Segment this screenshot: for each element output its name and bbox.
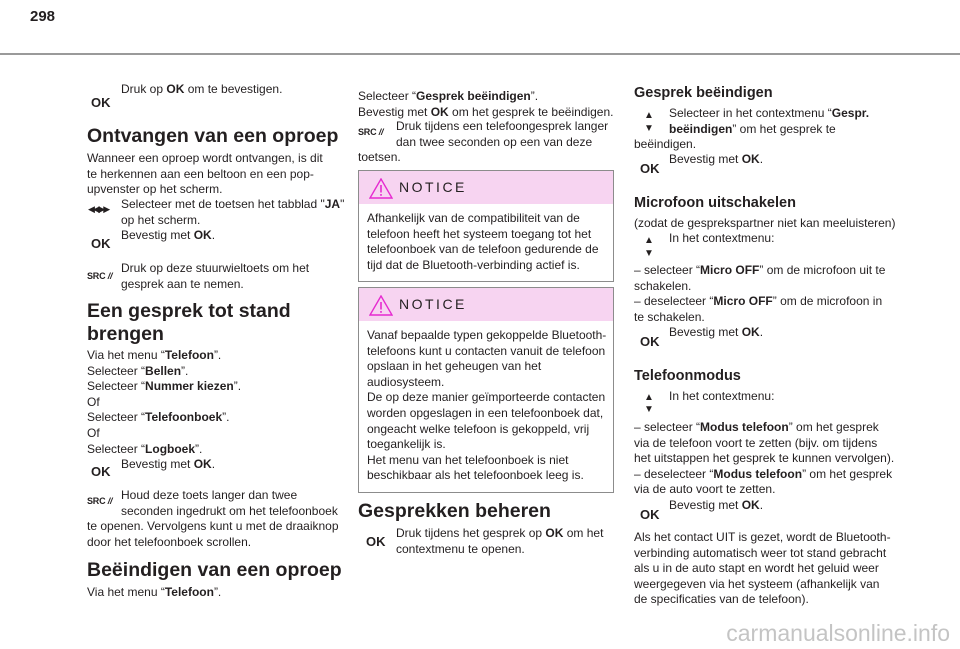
text-run: via de telefoon voort te zetten (bijv. om tijdens bbox=[634, 435, 878, 450]
text-run: Selecteer “ bbox=[358, 89, 417, 103]
call-steps bbox=[87, 348, 241, 457]
heading-receive-call: Ontvangen van een oproep bbox=[87, 125, 339, 147]
notice-title: NOTICE bbox=[399, 179, 467, 195]
bold-run: OK bbox=[741, 325, 760, 339]
text-run: seconden ingedrukt om het telefoonboek bbox=[121, 503, 338, 518]
text-run: . bbox=[759, 325, 764, 339]
text-run: Bevestig met bbox=[121, 228, 194, 243]
text-line bbox=[87, 410, 241, 426]
end-src-cont bbox=[358, 150, 401, 166]
text-run: Bevestig met bbox=[669, 325, 742, 339]
text-run: . bbox=[759, 498, 764, 512]
bold-run: OK bbox=[166, 82, 185, 96]
notice-box bbox=[358, 287, 614, 493]
receive-intro bbox=[87, 151, 323, 198]
end-select-cont bbox=[634, 137, 696, 153]
text-line bbox=[367, 437, 605, 453]
text-run: ” om het gesprek bbox=[788, 420, 879, 434]
text-run: Als het contact UIT is gezet, wordt de Bluetooth- bbox=[634, 530, 891, 544]
bold-run: Modus telefoon bbox=[713, 466, 803, 481]
src-phone-button-icon: SRC // bbox=[87, 271, 113, 281]
text-run: ”. bbox=[233, 379, 242, 394]
text-line bbox=[367, 258, 605, 274]
text-run: Bevestig met bbox=[358, 104, 431, 119]
text-run: ”. bbox=[222, 410, 230, 425]
text-run: ”. bbox=[213, 348, 222, 362]
text-line bbox=[634, 577, 891, 593]
text-line bbox=[121, 488, 338, 504]
text-line bbox=[358, 105, 613, 121]
ok-button-icon: OK bbox=[640, 161, 660, 176]
bold-run: Bellen bbox=[145, 363, 182, 378]
text-run: door het telefoonboek scrollen. bbox=[87, 534, 252, 549]
text-line bbox=[669, 231, 774, 247]
text-run: telefoonboek van de telefoon gedurende de bbox=[367, 242, 599, 257]
text-line bbox=[634, 216, 895, 232]
text-line bbox=[634, 467, 894, 483]
src-label: SRC bbox=[87, 496, 106, 506]
text-run: Of bbox=[87, 394, 100, 409]
text-line bbox=[634, 420, 894, 436]
text-line bbox=[634, 530, 891, 546]
call-src-cont bbox=[87, 519, 339, 550]
bold-run: Modus telefoon bbox=[700, 420, 789, 434]
text-run: ”. bbox=[181, 363, 189, 378]
text-line bbox=[87, 151, 323, 167]
src-label: SRC bbox=[87, 271, 106, 281]
confirm-text bbox=[121, 82, 282, 98]
heading-end-call: Beëindigen van een oproep bbox=[87, 559, 342, 581]
text-run: via de auto voort te zetten. bbox=[634, 482, 776, 497]
text-run: Vanaf bepaalde typen gekoppelde Bluetooth- bbox=[367, 328, 607, 342]
bold-run: Micro OFF bbox=[700, 263, 760, 277]
end-steps bbox=[358, 89, 613, 120]
notice-body bbox=[359, 204, 613, 281]
text-run: In het contextmenu: bbox=[669, 231, 775, 245]
ok-button-icon: OK bbox=[91, 464, 111, 479]
ok-button-icon: OK bbox=[640, 334, 660, 349]
mic-options bbox=[634, 263, 885, 325]
ok-button-icon: OK bbox=[366, 534, 386, 549]
seek-arrows-icon: ◀◀ ▶▶ bbox=[88, 204, 109, 214]
text-line bbox=[367, 468, 605, 484]
text-run: ” om de microfoon in bbox=[772, 294, 883, 309]
text-line bbox=[87, 395, 241, 411]
ok-button-icon: OK bbox=[640, 507, 660, 522]
text-line bbox=[87, 426, 241, 442]
text-line bbox=[87, 364, 241, 380]
up-arrow-icon: ▲ bbox=[644, 110, 654, 121]
text-run: ”. bbox=[213, 585, 222, 599]
text-run: ” om het gesprek te bbox=[732, 121, 836, 136]
text-run: beëindigen. bbox=[634, 137, 697, 151]
text-run: het uitstappen het gesprek te kunnen vervolgen). bbox=[634, 451, 895, 466]
text-run: weergegeven via het systeem (afhankelijk van bbox=[634, 576, 880, 591]
text-line bbox=[367, 375, 605, 391]
text-run: Via het menu “ bbox=[87, 585, 165, 599]
mode-menu bbox=[669, 389, 774, 405]
text-line bbox=[367, 227, 605, 243]
text-run: tijd dat de Bluetooth-verbinding actief is. bbox=[367, 257, 580, 272]
text-run: Druk op deze stuurwieltoets om het bbox=[121, 261, 310, 275]
notice-header bbox=[359, 171, 613, 204]
text-line bbox=[634, 310, 885, 326]
warning-icon bbox=[369, 295, 393, 316]
text-run: gesprek aan te nemen. bbox=[121, 276, 244, 291]
text-line bbox=[367, 211, 605, 227]
text-line bbox=[669, 325, 763, 341]
text-line bbox=[87, 585, 221, 601]
text-line bbox=[367, 344, 605, 360]
text-line bbox=[669, 389, 774, 405]
text-line bbox=[634, 137, 696, 153]
down-arrow-icon: ▼ bbox=[644, 248, 654, 259]
text-run: Via het menu “ bbox=[87, 348, 165, 362]
text-line bbox=[87, 379, 241, 395]
text-line bbox=[634, 436, 894, 452]
text-line bbox=[121, 197, 344, 213]
notice-body bbox=[359, 321, 613, 492]
text-line bbox=[396, 542, 603, 558]
text-line bbox=[634, 279, 885, 295]
text-line bbox=[367, 242, 605, 258]
text-line bbox=[121, 82, 282, 98]
bold-run: OK bbox=[430, 104, 449, 119]
text-run: ”. bbox=[530, 89, 539, 103]
text-run: Druk tijdens het gesprek op bbox=[396, 526, 546, 540]
up-arrow-icon: ▲ bbox=[644, 392, 654, 403]
text-run: toegankelijk is. bbox=[367, 437, 446, 452]
text-run: Selecteer “ bbox=[87, 379, 146, 394]
text-line bbox=[87, 348, 241, 364]
text-line bbox=[87, 300, 291, 323]
text-run: te schakelen. bbox=[634, 309, 705, 324]
text-run: te herkennen aan een beltoon en een pop- bbox=[87, 166, 314, 181]
text-run: . bbox=[759, 152, 764, 166]
warning-icon bbox=[369, 178, 393, 199]
manage-ok bbox=[396, 526, 603, 557]
mode-confirm bbox=[669, 498, 763, 514]
text-run: toetsen. bbox=[358, 150, 401, 164]
text-run: Selecteer “ bbox=[87, 441, 146, 456]
text-line bbox=[634, 546, 891, 562]
bold-run: Telefoonboek bbox=[145, 410, 223, 425]
text-run: Bevestig met bbox=[121, 457, 194, 471]
text-line bbox=[669, 498, 763, 514]
text-run: verbinding automatisch weer tot stand gebracht bbox=[634, 545, 887, 560]
text-line bbox=[396, 135, 608, 151]
text-run: . bbox=[211, 457, 216, 471]
bold-run: OK bbox=[741, 498, 760, 512]
text-line bbox=[634, 263, 885, 279]
text-run: Of bbox=[87, 425, 100, 440]
text-run: Afhankelijk van de compatibiliteit van de bbox=[367, 211, 580, 225]
bold-run: Gesprek beëindigen bbox=[416, 89, 531, 103]
text-run: op het scherm. bbox=[121, 212, 201, 227]
text-run: Selecteer “ bbox=[87, 363, 146, 378]
text-run: " bbox=[340, 197, 345, 211]
heading-phone-mode: Telefoonmodus bbox=[634, 368, 741, 384]
text-run: audiosysteem. bbox=[367, 374, 445, 389]
text-run: contextmenu te openen. bbox=[396, 541, 525, 556]
mode-options bbox=[634, 420, 894, 498]
text-run: Selecteer “ bbox=[87, 410, 146, 425]
text-run: – deselecteer “ bbox=[634, 466, 714, 481]
text-run: Bevestig met bbox=[669, 152, 742, 166]
text-run: In het contextmenu: bbox=[669, 389, 775, 403]
text-run: telefoons kunt u contacten vanuit de telefoon bbox=[367, 343, 606, 358]
text-run: telefoon heeft het systeem toegang tot het bbox=[367, 226, 592, 241]
header-divider bbox=[0, 53, 960, 55]
text-line bbox=[396, 526, 603, 542]
text-run: Een gesprek tot stand bbox=[87, 300, 291, 322]
text-run: upvenster op het scherm. bbox=[87, 182, 223, 197]
text-run: (zodat de gesprekspartner niet kan meeluisteren) bbox=[634, 216, 896, 230]
mic-intro bbox=[634, 216, 895, 232]
contact-off-note bbox=[634, 530, 891, 608]
bold-run: Nummer kiezen bbox=[145, 379, 234, 394]
text-run: schakelen. bbox=[634, 278, 692, 293]
text-run: ” om de microfoon uit te bbox=[759, 263, 886, 277]
text-line bbox=[367, 359, 605, 375]
text-line bbox=[121, 457, 215, 473]
text-line bbox=[634, 451, 894, 467]
text-line bbox=[87, 535, 339, 551]
bold-run: OK bbox=[545, 526, 564, 540]
bold-run: Gespr. bbox=[831, 106, 870, 120]
ok-button-icon: OK bbox=[91, 236, 111, 251]
text-line bbox=[367, 406, 605, 422]
heading-end-call-sub: Gesprek beëindigen bbox=[634, 85, 773, 101]
text-line bbox=[358, 150, 401, 166]
text-line bbox=[367, 328, 605, 344]
bold-run: Micro OFF bbox=[713, 294, 773, 309]
text-run: Bevestig met bbox=[669, 498, 742, 512]
end-src bbox=[396, 119, 608, 150]
text-line bbox=[367, 390, 605, 406]
bold-run: Telefoon bbox=[164, 348, 214, 362]
end-select bbox=[669, 106, 869, 137]
text-run: ongeacht welke telefoon is gekoppeld, vrij bbox=[367, 421, 590, 436]
text-run: worden opgeslagen in een telefoonboek dat, bbox=[367, 405, 604, 420]
text-line bbox=[634, 592, 891, 608]
watermark: carmanualsonline.info bbox=[726, 620, 950, 646]
text-run: – deselecteer “ bbox=[634, 294, 714, 309]
text-line bbox=[87, 519, 339, 535]
text-run: ” om het gesprek bbox=[802, 466, 893, 481]
ok-button-icon: OK bbox=[91, 95, 111, 110]
bold-run: OK bbox=[741, 152, 760, 166]
text-run: brengen bbox=[87, 323, 164, 345]
text-line bbox=[121, 504, 338, 520]
bold-run: JA bbox=[324, 197, 341, 211]
end-confirm bbox=[669, 152, 763, 168]
end-menu bbox=[87, 585, 221, 601]
bold-run: Telefoon bbox=[164, 585, 214, 599]
text-run: Het menu van het telefoonboek is niet bbox=[367, 452, 569, 467]
text-line bbox=[634, 482, 894, 498]
text-line bbox=[367, 453, 605, 469]
bold-run: OK bbox=[193, 457, 212, 471]
bold-run: beëindigen bbox=[669, 121, 733, 136]
call-src bbox=[121, 488, 338, 519]
receive-select bbox=[121, 197, 344, 244]
src-phone-button-icon: SRC // bbox=[87, 496, 113, 506]
down-arrow-icon: ▼ bbox=[644, 404, 654, 415]
text-run: de specificaties van de telefoon). bbox=[634, 592, 809, 607]
src-phone-button-icon: SRC // bbox=[358, 127, 384, 137]
call-confirm bbox=[121, 457, 215, 473]
text-run: ”. bbox=[195, 441, 203, 456]
text-run: De op deze manier geïmporteerde contacten bbox=[367, 390, 606, 405]
text-line bbox=[87, 442, 241, 458]
text-line bbox=[87, 182, 323, 198]
text-line bbox=[669, 152, 763, 168]
text-run: om het bbox=[563, 526, 604, 540]
text-run: Druk op bbox=[121, 82, 167, 96]
text-run: om te bevestigen. bbox=[184, 82, 283, 96]
text-line bbox=[634, 561, 891, 577]
down-arrow-icon: ▼ bbox=[644, 123, 654, 134]
text-line bbox=[396, 119, 608, 135]
text-run: . bbox=[211, 228, 216, 243]
text-line bbox=[87, 323, 291, 346]
notice-box bbox=[358, 170, 614, 282]
bold-run: OK bbox=[193, 228, 212, 243]
text-run: beschikbaar als het telefoonboek leeg is. bbox=[367, 468, 584, 483]
text-run: dan twee seconden op een van deze bbox=[396, 134, 593, 149]
text-run: als u in de auto stapt en wordt het geluid weer bbox=[634, 561, 879, 576]
page-number: 298 bbox=[30, 8, 56, 25]
text-line bbox=[121, 213, 344, 229]
text-line bbox=[367, 422, 605, 438]
text-run: – selecteer “ bbox=[634, 420, 701, 434]
heading-manage-calls: Gesprekken beheren bbox=[358, 500, 551, 522]
mic-confirm bbox=[669, 325, 763, 341]
text-run: Druk tijdens een telefoongesprek langer bbox=[396, 119, 609, 133]
text-line bbox=[121, 261, 309, 277]
text-run: – selecteer “ bbox=[634, 263, 701, 277]
text-line bbox=[358, 89, 613, 105]
text-line bbox=[121, 228, 344, 244]
bold-run: Logboek bbox=[145, 441, 196, 456]
text-run: Houd deze toets langer dan twee bbox=[121, 488, 298, 502]
text-line bbox=[121, 277, 309, 293]
text-run: Selecteer in het contextmenu “ bbox=[669, 106, 832, 120]
text-run: Wanneer een oproep wordt ontvangen, is dit bbox=[87, 151, 323, 165]
mic-menu bbox=[669, 231, 774, 247]
text-run: Selecteer met de toetsen het tabblad " bbox=[121, 197, 325, 211]
text-run: opslaan in het geheugen van het bbox=[367, 359, 542, 374]
text-line bbox=[87, 167, 323, 183]
text-line bbox=[669, 122, 869, 138]
text-line bbox=[634, 294, 885, 310]
receive-src bbox=[121, 261, 309, 292]
notice-title: NOTICE bbox=[399, 296, 467, 312]
up-arrow-icon: ▲ bbox=[644, 235, 654, 246]
text-line bbox=[669, 106, 869, 122]
text-run: om het gesprek te beëindigen. bbox=[448, 104, 614, 119]
text-run: te openen. Vervolgens kunt u met de draaiknop bbox=[87, 519, 339, 533]
heading-make-call bbox=[87, 300, 291, 346]
heading-mute-mic: Microfoon uitschakelen bbox=[634, 195, 796, 211]
notice-header bbox=[359, 288, 613, 321]
src-label: SRC bbox=[358, 127, 377, 137]
